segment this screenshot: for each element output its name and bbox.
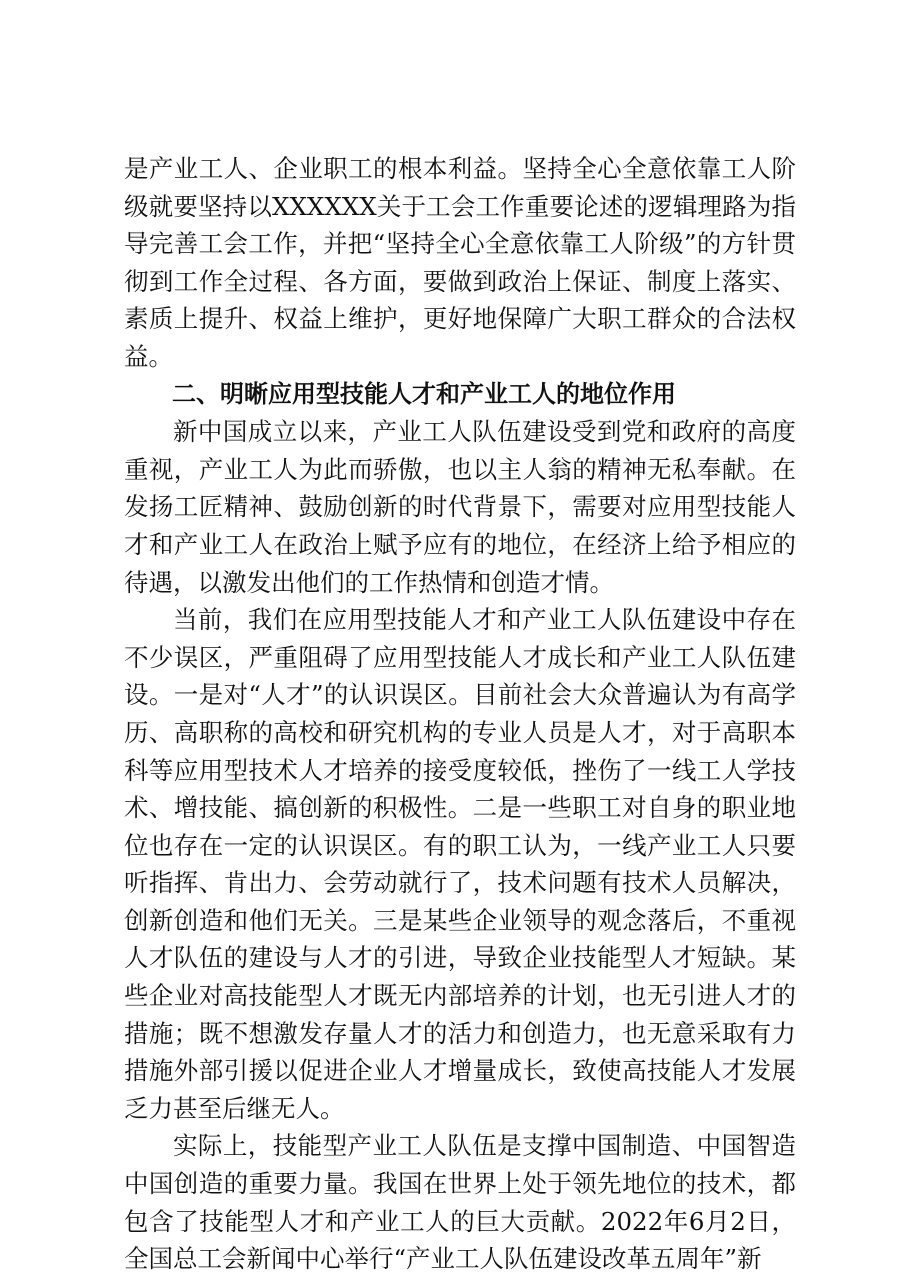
document-body bbox=[124, 150, 796, 1278]
section-heading: 二、明晰应用型技能人才和产业工人的地位作用 bbox=[172, 379, 676, 408]
paragraph: 新中国成立以来，产业工人队伍建设受到党和政府的高度重视，产业工人为此而骄傲，也以主人翁的精神无私奉献。在发扬工匠精神、鼓励创新的时代背景下，需要对应用型技能人才和产业工人在政治上赋予应有的地位，在经济上给予相应的待遇，以激发出他们的工作热情和创造才情。 bbox=[124, 417, 796, 597]
paragraph: 实际上，技能型产业工人队伍是支撑中国制造、中国智造中国创造的重要力量。我国在世界上处于领先地位的技术，都包含了技能型人才和产业工人的巨大贡献。2022年6月2日，全国总工会新闻中心举行“产业工人队伍建设改革五周年”新 bbox=[124, 1131, 796, 1274]
paragraph-continued: 是产业工人、企业职工的根本利益。坚持全心全意依靠工人阶级就要坚持以XXXXXX关于工会工作重要论述的逻辑理路为指导完善工会工作，并把“坚持全心全意依靠工人阶级”的方针贯彻到工作全过程、各方面，要做到政治上保证、制度上落实、素质上提升、权益上维护，更好地保障广大职工群众的合法权益。 bbox=[124, 154, 796, 371]
paragraph: 当前，我们在应用型技能人才和产业工人队伍建设中存在不少误区，严重阻碍了应用型技能人才成长和产业工人队伍建设。一是对“人才”的认识误区。目前社会大众普遍认为有高学历、高职称的高校和研究机构的专业人员是人才，对于高职本科等应用型技术人才培养的接受度较低，挫伤了一线工人学技术、增技能、搞创新的积极性。二是一些职工对自身的职业地位也存在一定的认识误区。有的职工认为，一线产业工人只要听指挥、肯出力、会劳动就行了，技术问题有技术人员解决，创新创造和他们无关。三是某些企业领导的观念落后，不重视人才队伍的建设与人才的引进，导致企业技能型人才短缺。某些企业对高技能型人才既无内部培养的计划，也无引进人才的措施；既不想激发存量人才的活力和创造力，也无意采取有力措施外部引援以促进企业人才增量成长，致使高技能人才发展乏力甚至后继无人。 bbox=[124, 605, 796, 1123]
